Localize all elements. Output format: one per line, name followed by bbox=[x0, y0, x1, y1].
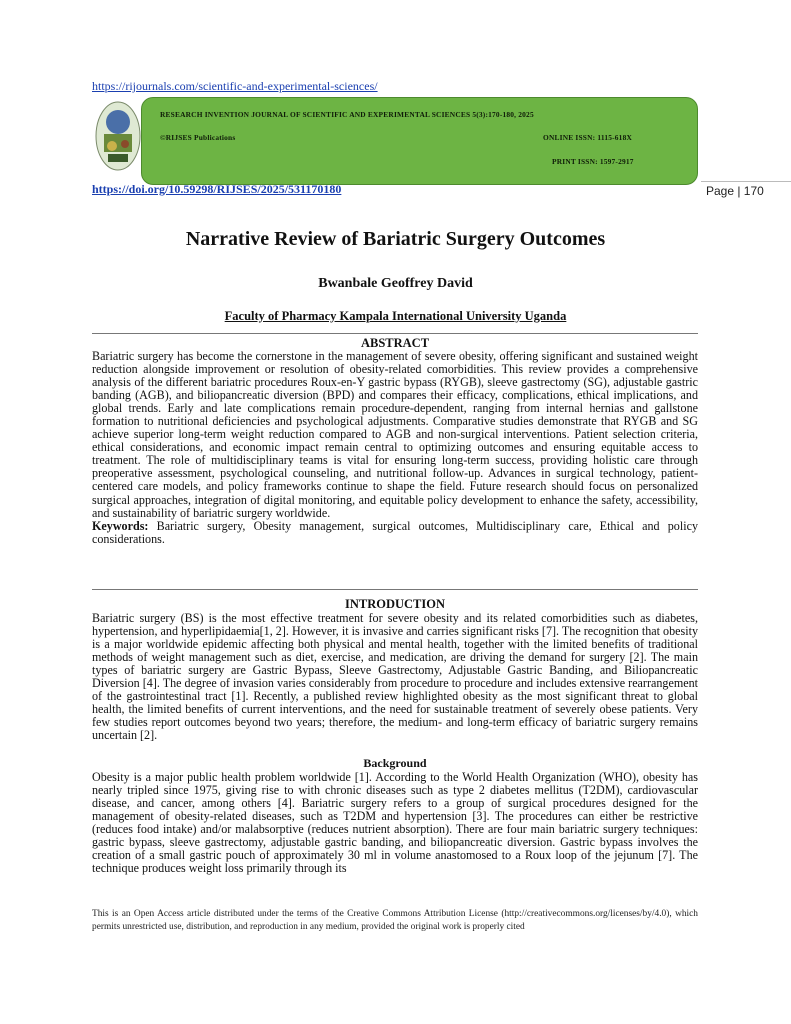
keywords-list: Bariatric surgery, Obesity management, surgical outcomes, Multidisciplinary care, Ethical and policy considerations. bbox=[92, 518, 698, 546]
page-number-rule bbox=[701, 181, 791, 182]
author-affiliation: Faculty of Pharmacy Kampala International University Uganda bbox=[224, 309, 567, 323]
journal-logo bbox=[94, 100, 142, 172]
doi-link[interactable]: https://doi.org/10.59298/RIJSES/2025/531170180 bbox=[92, 182, 342, 196]
license-footer: This is an Open Access article distributed under the terms of the Creative Commons Attribution License (http://creativecommons.org/licenses/by/4.0), which permits unrestricted use, distribution, and reproduction in any medium, provided the original work is properly cited bbox=[92, 909, 698, 933]
abstract-top-rule bbox=[92, 333, 698, 334]
abstract-heading: ABSTRACT bbox=[360, 336, 430, 350]
online-issn: ONLINE ISSN: 1115-618X bbox=[543, 133, 632, 142]
introduction-text: Bariatric surgery (BS) is the most effective treatment for severe obesity and its related comorbidities such as diabetes, hypertension, and hyperlipidaemia[1, 2]. However, it is invasive and carries significant risks [7]. The recognition that obesity is a major worldwide epidemic affecting both physical and mental health, together with the limited benefits of traditional methods of weight management such as diet, exercise, and medication, are driving the demand for surgery [2]. The main types of bariatric surgery are Gastric Bypass, Sleeve Gastrectomy, Adjustable Gastric Banding, and Biliopancreatic Diversion [4]. The degree of invasion varies considerably from procedure to procedure and includes extensive rearrangement of the gastrointestinal tract [1]. Recently, a published review highlighted obesity as the most significant threat to global health, the limited benefits of current interventions, and the need for sustainable treatment of severely obese patients. Very few studies report outcomes beyond two years; therefore, the medium- and long-term efficacy of bariatric surgery remains uncertain [2]. bbox=[92, 611, 698, 743]
journal-banner bbox=[141, 97, 698, 185]
page-number: Page | 170 bbox=[706, 184, 764, 198]
author-name: Bwanbale Geoffrey David bbox=[318, 276, 473, 291]
print-issn: PRINT ISSN: 1597-2917 bbox=[552, 157, 634, 166]
journal-name: RESEARCH INVENTION JOURNAL OF SCIENTIFIC AND EXPERIMENTAL SCIENCES 5(3):170-180, 2025 bbox=[160, 110, 534, 119]
background-text: Obesity is a major public health problem worldwide [1]. According to the World Health Organization (WHO), obesity has nearly tripled since 1975, giving rise to with chronic diseases such as type 2 diabetes mellitus (T2DM), cardiovascular disease, and cancer, among others [4]. Bariatric surgery refers to a group of surgical procedures designed for the management of obesity-related diseases, such as T2DM and hypertension [3]. The procedures can either be restrictive (reduces food intake) and/or malabsorptive (reduces nutrient absorption). There are four main bariatric surgery techniques: gastric bypass, sleeve gastrectomy, adjustable gastric banding, and biliopancreatic diversion. Gastric bypass involves the creation of a small gastric pouch of approximately 30 ml in volume anastomosed to a Roux loop of the jejunum [7]. The technique produces weight loss primarily through its bbox=[92, 770, 698, 876]
journal-url-link[interactable]: https://rijournals.com/scientific-and-experimental-sciences/ bbox=[92, 79, 378, 93]
abstract-body: Bariatric surgery has become the cornerstone in the management of severe obesity, offering significant and sustained weight reduction alongside improvement or resolution of obesity-related comorbidities. This review provides a comprehensive analysis of the different bariatric procedures Roux-en-Y gastric bypass (RYGB), sleeve gastrectomy (SG), adjustable gastric banding (AGB), and biliopancreatic diversion (BPD) and compares their efficacy, complications, ethical implications, and global trends. Early and late complications remain procedure-dependent, ranging from internal hernias and gallstone formation to nutritional deficiencies and psychological adjustments. Comparative studies demonstrate that RYGB and SG achieve superior long-term weight reduction compared to AGB and non-surgical interventions. Patient selection criteria, ethical considerations, and economic impact remain central to optimizing outcomes and ensuring equitable access to treatment. The role of multidisciplinary teams is vital for ensuring long-term success, providing holistic care through preoperative assessment, psychological counseling, and nutritional follow-up. Advances in surgical technology, patient-centered care models, and policy frameworks continue to shape the field. Future research should focus on personalized surgical approaches, integration of digital monitoring, and equitable policy development to enhance the safety, accessibility, and sustainability of bariatric surgery worldwide. bbox=[92, 349, 698, 520]
introduction-heading: INTRODUCTION bbox=[344, 597, 445, 611]
abstract-bottom-rule bbox=[92, 589, 698, 590]
article-title: Narrative Review of Bariatric Surgery Outcomes bbox=[185, 228, 606, 250]
abstract-text bbox=[92, 350, 698, 546]
publisher-label: ©RIJSES Publications bbox=[160, 133, 236, 142]
keywords-label: Keywords: bbox=[92, 518, 149, 533]
background-heading: Background bbox=[363, 756, 427, 770]
